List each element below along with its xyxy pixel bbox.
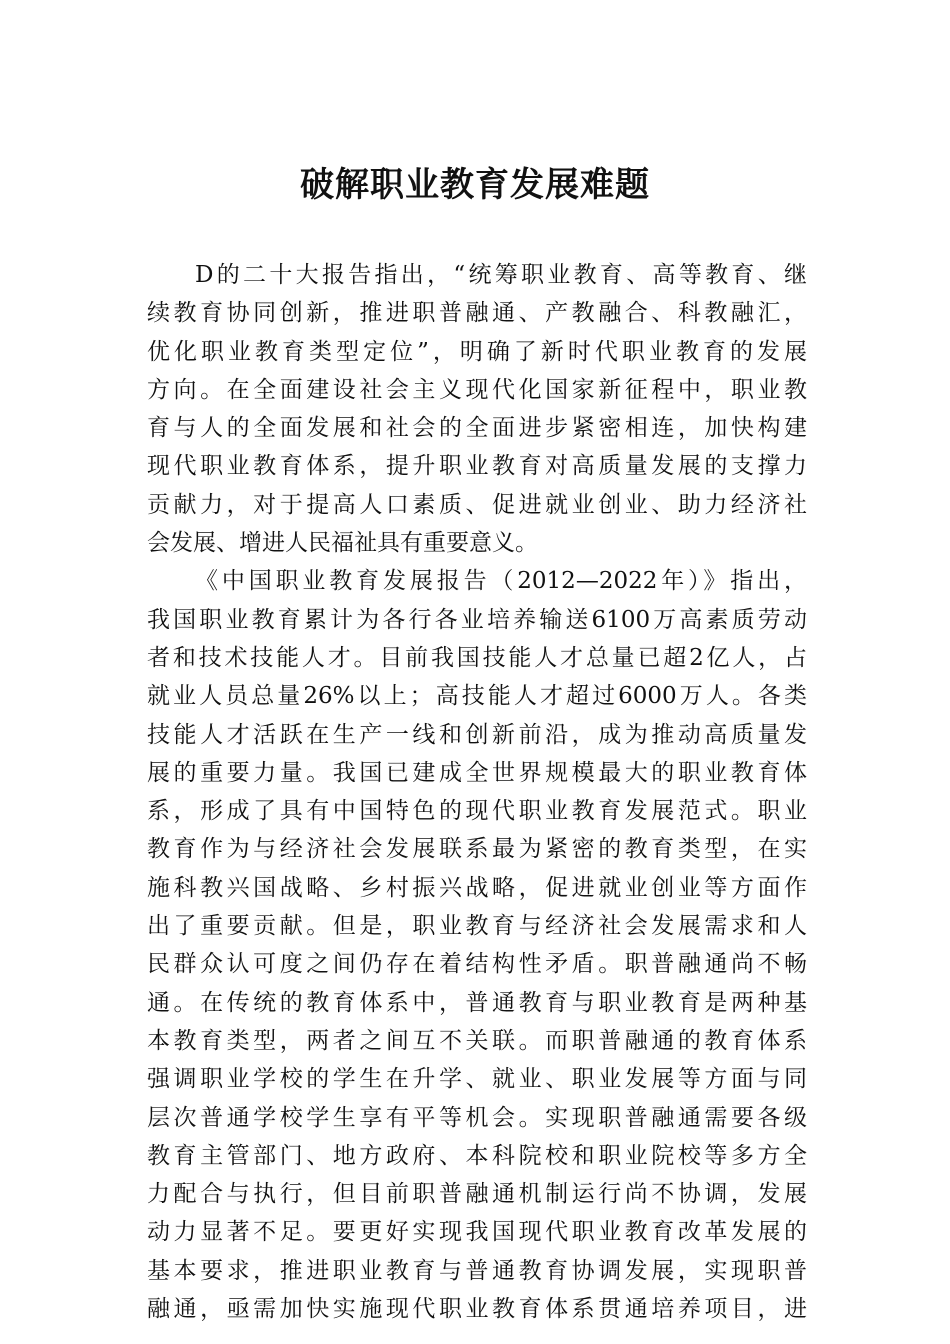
- paragraph-2-line-6: 展的重要力量。我国已建成全世界规模最大的职业教育体: [147, 759, 807, 786]
- paragraph-1-line-3: 优化职业教育类型定位”，明确了新时代职业教育的发展: [147, 338, 807, 365]
- paragraph-2-line-20: 融通，亟需加快实施现代职业教育体系贯通培养项目，进: [147, 1296, 807, 1323]
- paragraph-2-line-18: 动力显著不足。要更好实现我国现代职业教育改革发展的: [147, 1219, 807, 1246]
- paragraph-1-line-4: 方向。在全面建设社会主义现代化国家新征程中，职业教: [147, 376, 807, 403]
- paragraph-1-line-7: 贡献力，对于提高人口素质、促进就业创业、助力经济社: [147, 491, 807, 518]
- paragraph-2-line-3: 者和技术技能人才。目前我国技能人才总量已超2亿人，占: [147, 644, 807, 671]
- document-body: [147, 256, 807, 1328]
- paragraph-2-line-8: 教育作为与经济社会发展联系最为紧密的教育类型，在实: [147, 836, 807, 863]
- paragraph-1-line-1: D的二十大报告指出，“统筹职业教育、高等教育、继: [195, 262, 807, 288]
- paragraph-2-line-9: 施科教兴国战略、乡村振兴战略，促进就业创业等方面作: [147, 874, 807, 901]
- paragraph-2-line-17: 力配合与执行，但目前职普融通机制运行尚不协调，发展: [147, 1181, 807, 1208]
- paragraph-2-line-15: 层次普通学校学生享有平等机会。实现职普融通需要各级: [147, 1104, 807, 1131]
- paragraph-2-line-4: 就业人员总量26%以上；高技能人才超过6000万人。各类: [147, 683, 807, 710]
- paragraph-2-line-10: 出了重要贡献。但是，职业教育与经济社会发展需求和人: [147, 913, 807, 940]
- paragraph-1-line-8: 会发展、增进人民福祉具有重要意义。: [147, 530, 538, 557]
- paragraph-2-line-7: 系，形成了具有中国特色的现代职业教育发展范式。职业: [147, 798, 807, 825]
- paragraph-2-line-14: 强调职业学校的学生在升学、就业、职业发展等方面与同: [147, 1066, 807, 1093]
- paragraph-2-line-2: 我国职业教育累计为各行各业培养输送6100万高素质劳动: [147, 606, 807, 633]
- paragraph-2-line-1: 《中国职业教育发展报告（2012—2022年）》指出，: [195, 568, 807, 595]
- paragraph-1-line-2: 续教育协同创新，推进职普融通、产教融合、科教融汇，: [147, 300, 807, 327]
- paragraph-2-line-5: 技能人才活跃在生产一线和创新前沿，成为推动高质量发: [147, 721, 807, 748]
- paragraph-1-line-6: 现代职业教育体系，提升职业教育对高质量发展的支撑力: [147, 453, 807, 480]
- paragraph-1-line-5: 育与人的全面发展和社会的全面进步紧密相连，加快构建: [147, 415, 807, 442]
- paragraph-2-line-16: 教育主管部门、地方政府、本科院校和职业院校等多方全: [147, 1142, 807, 1169]
- document-title: 破解职业教育发展难题: [300, 165, 650, 205]
- paragraph-2-line-12: 通。在传统的教育体系中，普通教育与职业教育是两种基: [147, 989, 807, 1016]
- paragraph-2-line-13: 本教育类型，两者之间互不关联。而职普融通的教育体系: [147, 1027, 807, 1054]
- paragraph-2-line-19: 基本要求，推进职业教育与普通教育协调发展，实现职普: [147, 1257, 807, 1284]
- paragraph-2-line-11: 民群众认可度之间仍存在着结构性矛盾。职普融通尚不畅: [147, 951, 807, 978]
